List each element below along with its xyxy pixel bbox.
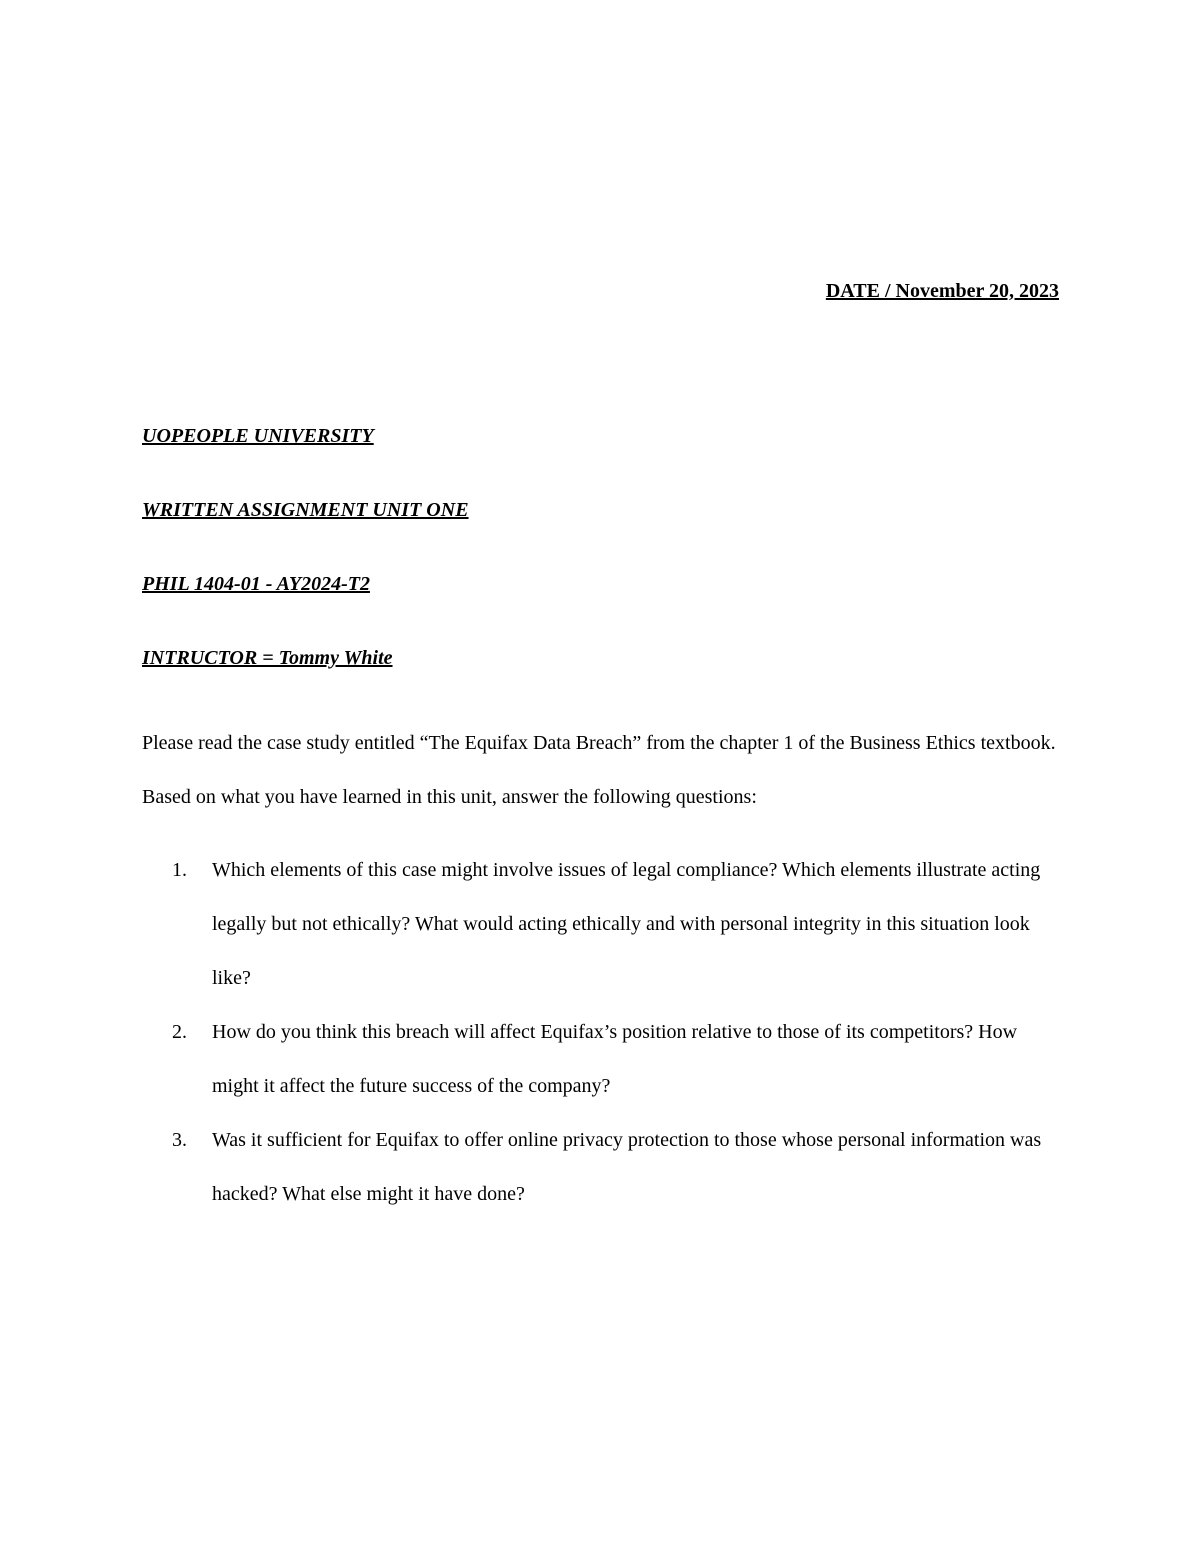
course-heading: PHIL 1404-01 - AY2024-T2 <box>142 573 370 595</box>
assignment-heading: WRITTEN ASSIGNMENT UNIT ONE <box>142 499 469 521</box>
question-number: 1. <box>172 859 187 881</box>
list-item <box>172 1005 1052 1113</box>
university-heading: UOPEOPLE UNIVERSITY <box>142 425 374 447</box>
question-text: Was it sufficient for Equifax to offer online privacy protection to those whose personal information was hacked? What else might it have done? <box>212 1129 1042 1205</box>
question-list <box>172 843 1052 1221</box>
question-text: How do you think this breach will affect Equifax’s position relative to those of its competitors? How might it affect the future success of the company? <box>212 1021 1018 1097</box>
question-text: Which elements of this case might involve issues of legal compliance? Which elements illustrate acting legally but not ethically? What would acting ethically and with personal integrity in this situation look like? <box>212 859 1041 989</box>
date-line: DATE / November 20, 2023 <box>825 280 1059 302</box>
list-item <box>172 843 1052 1005</box>
intro-paragraph: Please read the case study entitled “The Equifax Data Breach” from the chapter 1 of the Business Ethics textbook. Based on what you have learned in this unit, answer the following questions: <box>142 732 1056 808</box>
question-number: 2. <box>172 1021 187 1043</box>
list-item <box>172 1113 1052 1221</box>
instructor-heading: INTRUCTOR = Tommy White <box>142 647 393 669</box>
question-number: 3. <box>172 1129 187 1151</box>
